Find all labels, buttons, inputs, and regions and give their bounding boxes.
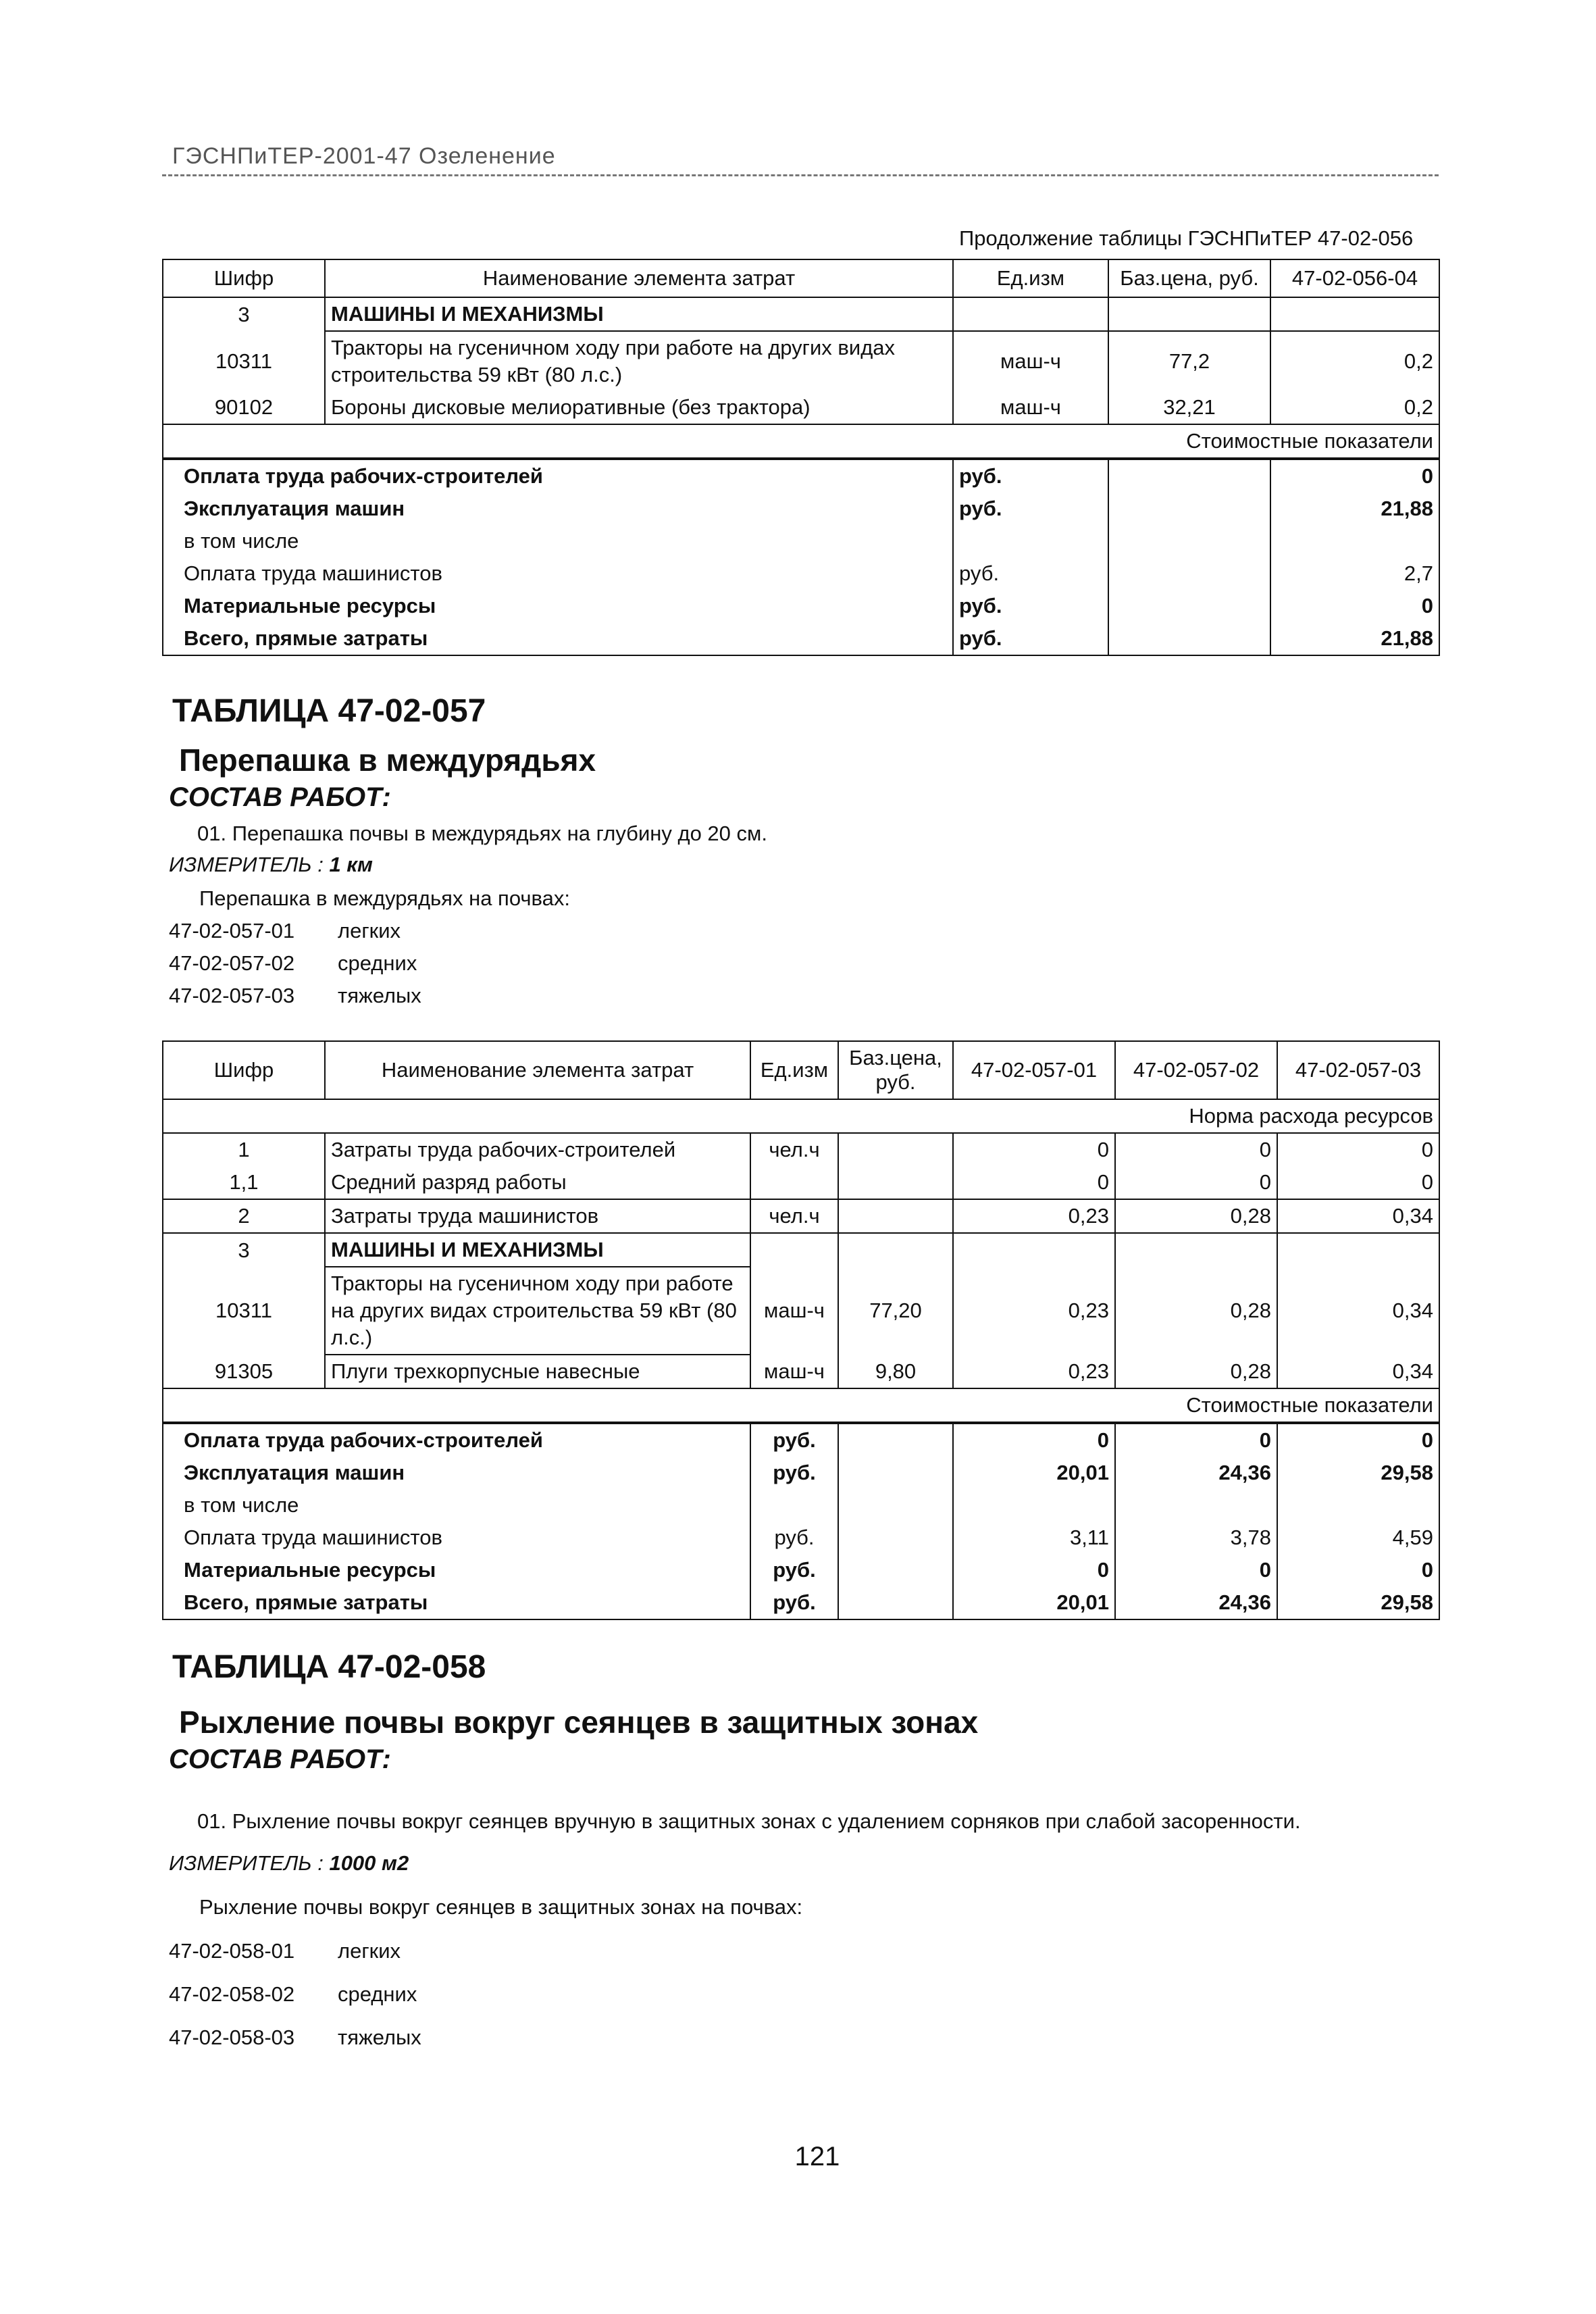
- row-code: 10311: [163, 331, 325, 391]
- row-code: 1: [163, 1133, 325, 1166]
- summary-value-2: 24,36: [1115, 1457, 1277, 1489]
- norm-label: Норма расхода ресурсов: [163, 1099, 1439, 1133]
- variants-intro: Перепашка в междурядьях на почвах:: [199, 886, 571, 910]
- col-header-price: Баз.цена, руб.: [838, 1041, 953, 1099]
- summary-unit: руб.: [750, 1423, 838, 1457]
- summary-price-empty: [838, 1554, 953, 1586]
- col-header-variant-3: 47-02-057-03: [1277, 1041, 1439, 1099]
- summary-price-empty: [838, 1423, 953, 1457]
- summary-value: 0: [1270, 590, 1439, 622]
- summary-label: Оплата труда машинистов: [163, 1521, 750, 1554]
- summary-unit: [750, 1489, 838, 1521]
- row-price: [838, 1166, 953, 1199]
- summary-label: Оплата труда рабочих-строителей: [163, 1423, 750, 1457]
- row-price: [838, 1233, 953, 1267]
- summary-value: 21,88: [1270, 622, 1439, 655]
- row-code: 1,1: [163, 1166, 325, 1199]
- summary-unit: руб.: [750, 1586, 838, 1619]
- col-header-norm: 47-02-056-04: [1270, 259, 1439, 297]
- summary-value-3: 0: [1277, 1423, 1439, 1457]
- summary-value-2: 0: [1115, 1554, 1277, 1586]
- summary-unit: руб.: [953, 493, 1108, 525]
- row-name: МАШИНЫ И МЕХАНИЗМЫ: [325, 1233, 750, 1267]
- table-row: [163, 391, 1439, 424]
- row-unit: [750, 1233, 838, 1267]
- variant-label: средних: [338, 1982, 417, 2006]
- row-value-1: 0,23: [953, 1199, 1115, 1233]
- summary-value: 21,88: [1270, 493, 1439, 525]
- row-price: [838, 1199, 953, 1233]
- row-value-2: 0: [1115, 1133, 1277, 1166]
- summary-unit: [953, 525, 1108, 557]
- summary-value-2: 3,78: [1115, 1521, 1277, 1554]
- table-row: [163, 1133, 1439, 1166]
- row-code: 3: [163, 1233, 325, 1267]
- variant-label: тяжелых: [338, 984, 421, 1007]
- summary-value-1: 0: [953, 1423, 1115, 1457]
- summary-price-empty: [1108, 590, 1270, 622]
- summary-unit: руб.: [750, 1457, 838, 1489]
- row-price: 9,80: [838, 1355, 953, 1388]
- row-name: Затраты труда рабочих-строителей: [325, 1133, 750, 1166]
- table-row: [163, 1267, 1439, 1355]
- row-value-1: 0: [953, 1166, 1115, 1199]
- measure-label: ИЗМЕРИТЕЛЬ :: [169, 853, 324, 876]
- table-row: [163, 1233, 1439, 1267]
- section-title-057: ТАБЛИЦА 47-02-057: [172, 693, 486, 729]
- row-name: Затраты труда машинистов: [325, 1199, 750, 1233]
- row-value-1: 0: [953, 1133, 1115, 1166]
- summary-price-empty: [1108, 622, 1270, 655]
- table-row: [163, 1166, 1439, 1199]
- row-value: [1270, 297, 1439, 331]
- summary-price-empty: [838, 1521, 953, 1554]
- variant-label: средних: [338, 951, 417, 975]
- row-value-1: [953, 1233, 1115, 1267]
- summary-value-1: 3,11: [953, 1521, 1115, 1554]
- row-code: 3: [163, 297, 325, 331]
- table-row: [163, 1199, 1439, 1233]
- row-value-2: 0: [1115, 1166, 1277, 1199]
- row-price: 77,20: [838, 1267, 953, 1355]
- work-composition-heading: СОСТАВ РАБОТ:: [169, 1744, 391, 1774]
- cost-indicators-label: Стоимостные показатели: [163, 424, 1439, 459]
- summary-value-1: [953, 1489, 1115, 1521]
- summary-price-empty: [838, 1457, 953, 1489]
- col-header-price: Баз.цена, руб.: [1108, 259, 1270, 297]
- section-title-058: ТАБЛИЦА 47-02-058: [172, 1649, 486, 1685]
- variant-code: 47-02-058-02: [169, 1982, 295, 2006]
- row-unit: чел.ч: [750, 1199, 838, 1233]
- measure-value: 1000 м2: [329, 1851, 409, 1875]
- col-header-code: Шифр: [163, 1041, 325, 1099]
- variant-code: 47-02-058-01: [169, 1939, 295, 1963]
- col-header-name: Наименование элемента затрат: [325, 259, 953, 297]
- col-header-name: Наименование элемента затрат: [325, 1041, 750, 1099]
- summary-value-3: 4,59: [1277, 1521, 1439, 1554]
- row-code: 90102: [163, 391, 325, 424]
- row-value-2: 0,28: [1115, 1199, 1277, 1233]
- summary-unit: руб.: [953, 557, 1108, 590]
- measure-line: [169, 1851, 409, 1876]
- summary-price-empty: [1108, 557, 1270, 590]
- table-continuation-caption: Продолжение таблицы ГЭСНПиТЕР 47-02-056: [959, 226, 1414, 250]
- row-value-2: 0,28: [1115, 1355, 1277, 1388]
- col-header-variant-1: 47-02-057-01: [953, 1041, 1115, 1099]
- row-price: [838, 1133, 953, 1166]
- summary-price-empty: [838, 1489, 953, 1521]
- row-code: 2: [163, 1199, 325, 1233]
- summary-label: Оплата труда рабочих-строителей: [163, 459, 953, 493]
- row-value-1: 0,23: [953, 1355, 1115, 1388]
- row-code: 10311: [163, 1267, 325, 1355]
- resource-table-056: [162, 259, 1440, 656]
- work-description: 01. Рыхление почвы вокруг сеянцев вручную в защитных зонах с удалением сорняков при слабой засоренности.: [197, 1809, 1301, 1833]
- row-name: Тракторы на гусеничном ходу при работе на других видах строительства 59 кВт (80 л.с.): [325, 331, 953, 391]
- row-code: 91305: [163, 1355, 325, 1388]
- row-name: Средний разряд работы: [325, 1166, 750, 1199]
- row-unit: маш-ч: [953, 391, 1108, 424]
- summary-label: Материальные ресурсы: [163, 590, 953, 622]
- row-value-2: 0,28: [1115, 1267, 1277, 1355]
- row-value-3: 0,34: [1277, 1199, 1439, 1233]
- row-value-3: [1277, 1233, 1439, 1267]
- table-row: [163, 331, 1439, 391]
- summary-value-1: 20,01: [953, 1586, 1115, 1619]
- page-number: 121: [794, 2142, 840, 2171]
- row-unit: чел.ч: [750, 1133, 838, 1166]
- summary-value-3: 29,58: [1277, 1457, 1439, 1489]
- summary-value-3: 29,58: [1277, 1586, 1439, 1619]
- col-header-variant-2: 47-02-057-02: [1115, 1041, 1277, 1099]
- row-name: Бороны дисковые мелиоративные (без трактора): [325, 391, 953, 424]
- summary-unit: руб.: [750, 1554, 838, 1586]
- table-row: [163, 1355, 1439, 1388]
- summary-label: Материальные ресурсы: [163, 1554, 750, 1586]
- summary-value-3: 0: [1277, 1554, 1439, 1586]
- row-name: МАШИНЫ И МЕХАНИЗМЫ: [325, 297, 953, 331]
- summary-value-1: 0: [953, 1554, 1115, 1586]
- row-unit: маш-ч: [750, 1267, 838, 1355]
- summary-value-2: 24,36: [1115, 1586, 1277, 1619]
- summary-value: [1270, 525, 1439, 557]
- summary-unit: руб.: [953, 622, 1108, 655]
- variant-code: 47-02-057-01: [169, 919, 295, 942]
- row-value-2: [1115, 1233, 1277, 1267]
- variant-code: 47-02-057-03: [169, 984, 295, 1007]
- summary-value: 2,7: [1270, 557, 1439, 590]
- row-unit: маш-ч: [750, 1355, 838, 1388]
- summary-value-1: 20,01: [953, 1457, 1115, 1489]
- summary-value: 0: [1270, 459, 1439, 493]
- section-subtitle-058: Рыхление почвы вокруг сеянцев в защитных зонах: [179, 1705, 979, 1740]
- summary-unit: руб.: [750, 1521, 838, 1554]
- variant-code: 47-02-057-02: [169, 951, 295, 975]
- row-unit: [750, 1166, 838, 1199]
- variant-label: тяжелых: [338, 2026, 421, 2049]
- row-value: 0,2: [1270, 331, 1439, 391]
- summary-value-2: [1115, 1489, 1277, 1521]
- summary-label: Всего, прямые затраты: [163, 1586, 750, 1619]
- header-divider: [162, 174, 1439, 176]
- col-header-unit: Ед.изм: [750, 1041, 838, 1099]
- measure-line: [169, 853, 373, 877]
- measure-value: 1 км: [329, 853, 373, 876]
- work-composition-heading: СОСТАВ РАБОТ:: [169, 782, 391, 812]
- summary-price-empty: [838, 1586, 953, 1619]
- col-header-unit: Ед.изм: [953, 259, 1108, 297]
- table-row: [163, 297, 1439, 331]
- row-name: Тракторы на гусеничном ходу при работе на других видах строительства 59 кВт (80 л.с.): [325, 1267, 750, 1355]
- work-description: 01. Перепашка почвы в междурядьях на глубину до 20 см.: [197, 822, 767, 845]
- summary-label: в том числе: [163, 1489, 750, 1521]
- measure-label: ИЗМЕРИТЕЛЬ :: [169, 1851, 324, 1875]
- variant-label: легких: [338, 1939, 401, 1963]
- summary-value-3: [1277, 1489, 1439, 1521]
- summary-label: Всего, прямые затраты: [163, 622, 953, 655]
- row-value-3: 0: [1277, 1166, 1439, 1199]
- row-value: 0,2: [1270, 391, 1439, 424]
- row-unit: [953, 297, 1108, 331]
- summary-unit: руб.: [953, 590, 1108, 622]
- col-header-code: Шифр: [163, 259, 325, 297]
- summary-unit: руб.: [953, 459, 1108, 493]
- row-price: [1108, 297, 1270, 331]
- cost-indicators-label: Стоимостные показатели: [163, 1388, 1439, 1423]
- running-header: ГЭСНПиТЕР-2001-47 Озеленение: [172, 143, 556, 169]
- summary-value-2: 0: [1115, 1423, 1277, 1457]
- summary-price-empty: [1108, 525, 1270, 557]
- summary-label: Эксплуатация машин: [163, 493, 953, 525]
- summary-price-empty: [1108, 493, 1270, 525]
- variant-code: 47-02-058-03: [169, 2026, 295, 2049]
- summary-label: Эксплуатация машин: [163, 1457, 750, 1489]
- summary-label: Оплата труда машинистов: [163, 557, 953, 590]
- row-value-1: 0,23: [953, 1267, 1115, 1355]
- section-subtitle-057: Перепашка в междурядьях: [179, 743, 596, 778]
- row-value-3: 0: [1277, 1133, 1439, 1166]
- summary-label: в том числе: [163, 525, 953, 557]
- row-price: 32,21: [1108, 391, 1270, 424]
- summary-price-empty: [1108, 459, 1270, 493]
- row-price: 77,2: [1108, 331, 1270, 391]
- row-name: Плуги трехкорпусные навесные: [325, 1355, 750, 1388]
- row-unit: маш-ч: [953, 331, 1108, 391]
- resource-table-057: [162, 1040, 1440, 1620]
- variant-label: легких: [338, 919, 401, 942]
- variants-intro: Рыхление почвы вокруг сеянцев в защитных зонах на почвах:: [199, 1895, 803, 1919]
- row-value-3: 0,34: [1277, 1355, 1439, 1388]
- row-value-3: 0,34: [1277, 1267, 1439, 1355]
